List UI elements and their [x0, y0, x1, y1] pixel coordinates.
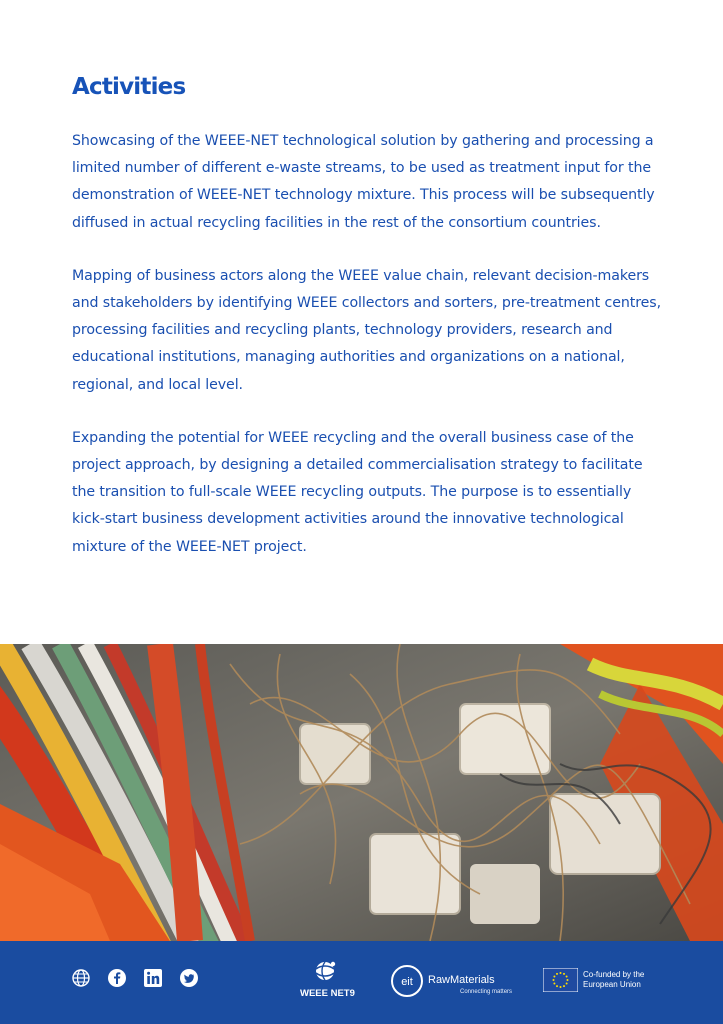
paragraph-mapping: Mapping of business actors along the WEEE value chain, relevant decision-makers and stakeholders by identifying WEEE collectors and sorters, pre-treatment centres, processing facilities and recycling plants, technology providers, research and educational institutions, managing authorities and organizations on a national, regional, and local level.: [72, 267, 661, 393]
eu-funding-text: [583, 970, 703, 990]
eit-name: RawMaterials: [428, 974, 495, 986]
linkedin-icon[interactable]: [143, 968, 163, 988]
globe-icon[interactable]: [71, 968, 91, 988]
globe-network-icon: [312, 960, 338, 982]
eit-tagline: Connecting matters: [460, 989, 513, 995]
eu-flag-icon: [543, 968, 578, 992]
main-content: [72, 70, 662, 561]
eit-ring-icon: [390, 964, 424, 998]
page-title: Activities: [72, 74, 186, 100]
facebook-icon[interactable]: [107, 968, 127, 988]
e-waste-photo: [0, 644, 723, 941]
weee-logo-text: WEEE NET9: [300, 988, 355, 999]
eu-text-line1: Co-funded by the: [583, 970, 645, 979]
weee-net-logo: [300, 960, 355, 999]
eu-text-line2: European Union: [583, 980, 641, 989]
social-links: [71, 968, 199, 988]
twitter-icon[interactable]: [179, 968, 199, 988]
paragraph-expanding: Expanding the potential for WEEE recycling and the overall business case of the project approach, by designing a detailed commercialisation strategy to facilitate the transition to full-scale WEEE recycling outputs. The purpose is to essentially kick-start business development activities around the innovative technological mixture of the WEEE-NET project.: [72, 429, 643, 555]
eit-ring-text: eit: [401, 976, 413, 988]
paragraph-showcasing: Showcasing of the WEEE-NET technological solution by gathering and processing a limited number of different e-waste streams, to be used as treatment input for the demonstration of WEEE-NET technology mixture. This process will be subsequently diffused in actual recycling facilities in the rest of the consortium countries.: [72, 133, 655, 231]
eit-rawmaterials-logo: [390, 964, 520, 996]
